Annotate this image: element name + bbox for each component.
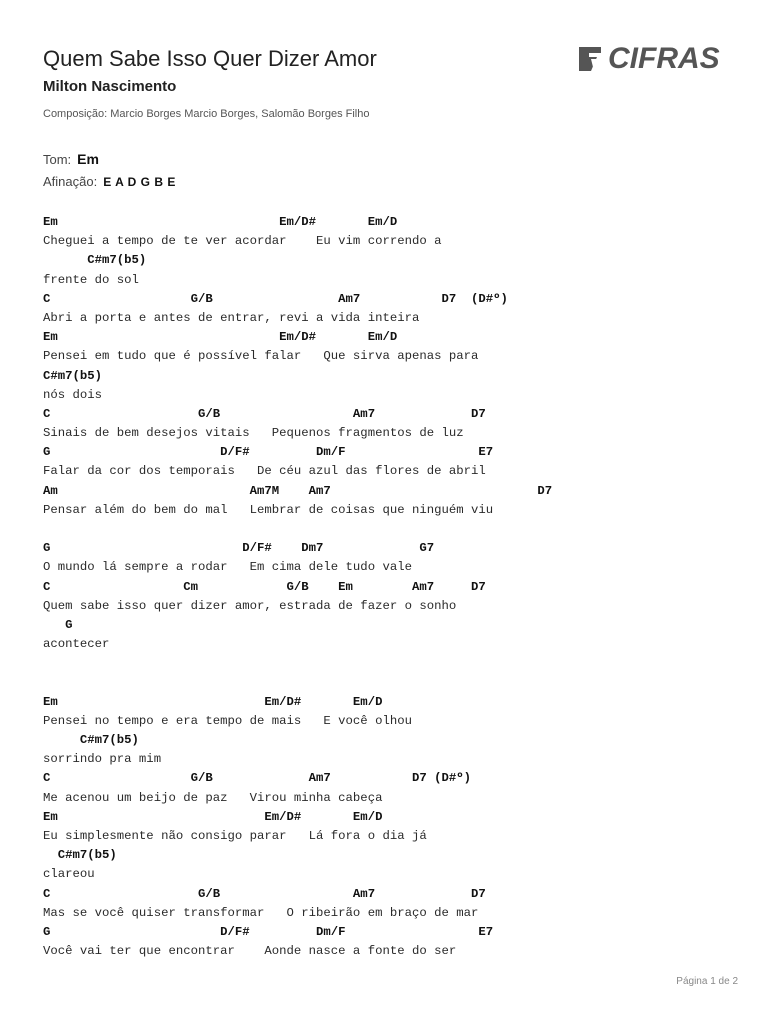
chord-line[interactable]: C Cm G/B Em Am7 D7	[43, 579, 486, 594]
chord-sheet	[43, 213, 743, 961]
lyric-line: clareou	[43, 867, 95, 882]
cifras-logo-icon	[577, 45, 603, 73]
blank-line	[43, 654, 743, 673]
lyric-line: Sinais de bem desejos vitais Pequenos fragmentos de luz	[43, 426, 464, 441]
song-title: Quem Sabe Isso Quer Dizer Amor	[43, 46, 377, 71]
chord-line[interactable]: Em Em/D# Em/D	[43, 215, 398, 229]
blank-line	[43, 520, 743, 539]
page-indicator: Página 1 de 2	[676, 976, 738, 987]
lyric-line: Cheguei a tempo de te ver acordar Eu vim correndo a	[43, 234, 442, 249]
chord-line[interactable]: C#m7(b5)	[43, 368, 103, 383]
lyric-line: Eu simplesmente não consigo parar Lá fora o dia já	[43, 829, 427, 843]
key-label: Tom:	[43, 152, 72, 167]
tuning-value: E A D G B E	[103, 175, 176, 189]
lyric-line: Quem sabe isso quer dizer amor, estrada de fazer o sonho	[43, 598, 457, 613]
chord-line[interactable]: Em Em/D# Em/D	[43, 809, 383, 824]
chord-line[interactable]: Em Em/D# Em/D	[43, 330, 398, 345]
lyric-line: nós dois	[43, 387, 103, 402]
cifras-logo	[577, 42, 737, 76]
chord-line[interactable]: Em Em/D# Em/D	[43, 694, 383, 709]
lyric-line: Pensei em tudo que é possível falar Que sirva apenas para	[43, 349, 479, 364]
tuning-row	[43, 174, 176, 189]
lyric-line: acontecer	[43, 637, 110, 652]
lyric-line: Abri a porta e antes de entrar, revi a vida inteira	[43, 310, 420, 325]
chord-line[interactable]: G	[43, 617, 73, 632]
artist-name: Milton Nascimento	[43, 78, 177, 95]
chord-line[interactable]: C G/B Am7 D7 (D#º)	[43, 291, 508, 306]
tuning-label: Afinação:	[43, 174, 98, 189]
chord-line[interactable]: C#m7(b5)	[43, 253, 147, 268]
key-value[interactable]: Em	[77, 151, 99, 167]
lyric-line: sorrindo pra mim	[43, 752, 162, 767]
lyric-line: Pensei no tempo e era tempo de mais E você olhou	[43, 713, 412, 728]
composer-credits: Composição: Marcio Borges Marcio Borges, Salomão Borges Filho	[43, 108, 370, 120]
chord-line[interactable]: C G/B Am7 D7	[43, 886, 486, 901]
lyric-line: O mundo lá sempre a rodar Em cima dele tudo vale	[43, 560, 412, 575]
lyric-line: Você vai ter que encontrar Aonde nasce a fonte do ser	[43, 944, 457, 959]
chord-line[interactable]: C#m7(b5)	[43, 848, 117, 863]
chord-line[interactable]: G D/F# Dm7 G7	[43, 541, 435, 556]
key-row	[43, 151, 99, 167]
chord-line[interactable]: G D/F# Dm/F E7	[43, 445, 494, 460]
chord-line[interactable]: G D/F# Dm/F E7	[43, 924, 494, 939]
logo-wordmark: CIFRAS	[608, 42, 720, 75]
lyric-line: Falar da cor dos temporais De céu azul das flores de abril	[43, 464, 486, 479]
chord-line[interactable]: C#m7(b5)	[43, 733, 139, 748]
lyric-line: Pensar além do bem do mal Lembrar de coisas que ninguém viu	[43, 502, 494, 517]
chord-line[interactable]: C G/B Am7 D7 (D#º)	[43, 771, 472, 786]
lyric-line: Mas se você quiser transformar O ribeirão em braço de mar	[43, 905, 479, 920]
chord-line[interactable]: C G/B Am7 D7	[43, 406, 486, 421]
lyric-line: frente do sol	[43, 272, 139, 287]
lyric-line: Me acenou um beijo de paz Virou minha cabeça	[43, 790, 383, 805]
chord-line[interactable]: Am Am7M Am7 D7	[43, 483, 553, 498]
blank-line	[43, 674, 743, 693]
